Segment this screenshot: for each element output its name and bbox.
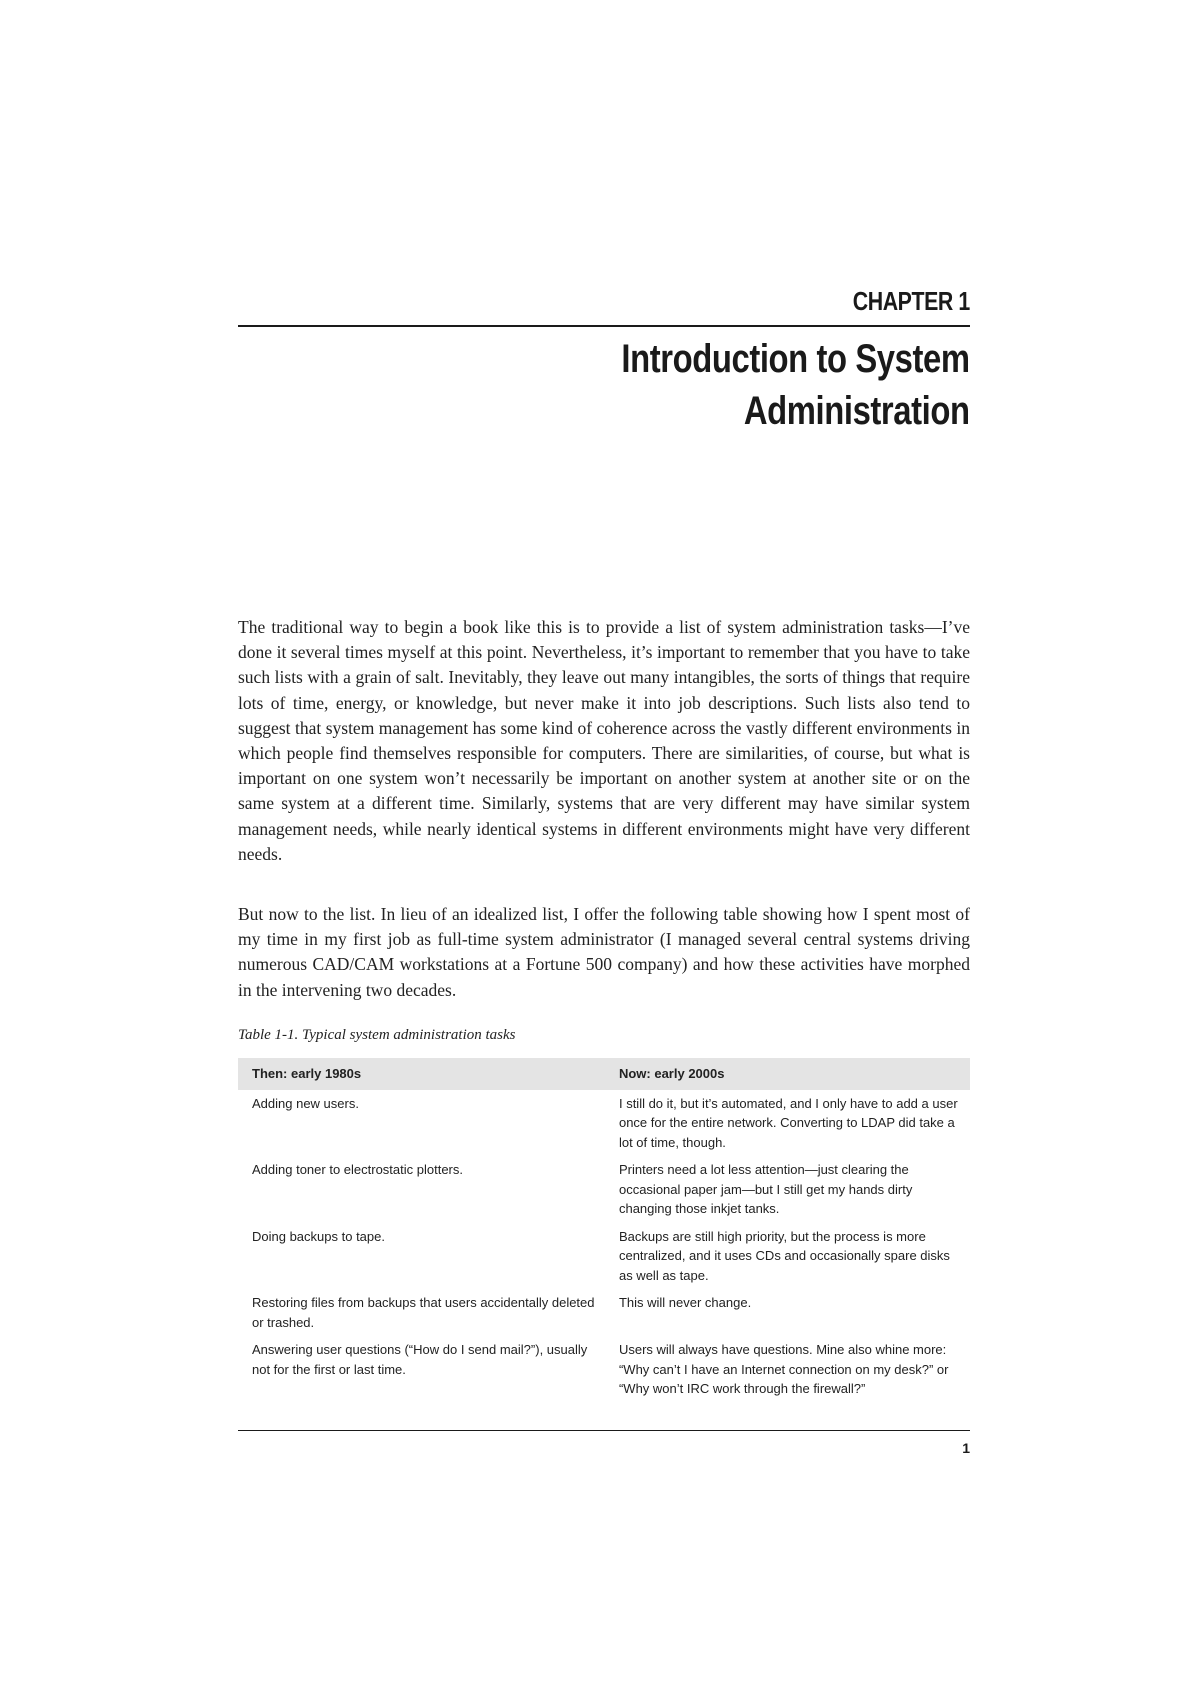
chapter-title (622, 333, 970, 437)
table-row (238, 1156, 970, 1223)
table-cell-now: Backups are still high priority, but the process is more centralized, and it uses CDs and occasionally spare disks as well as tape. (618, 1228, 950, 1283)
table-cell-then: Doing backups to tape. (252, 1228, 385, 1244)
chapter-label: CHAPTER 1 (852, 286, 970, 316)
chapter-title-line1: Introduction to System (621, 337, 970, 381)
table-cell-now: Users will always have questions. Mine also whine more: “Why can’t I have an Internet connection on my desk?” or “Why won’t IRC work through the firewall?” (618, 1342, 949, 1396)
body-paragraph: But now to the list. In lieu of an idealized list, I offer the following table showing how I spent most of my time in my first job as full-time system administrator (I managed several central systems driving numerous CAD/CAM workstations at a Fortune 500 company) and how these activities have morphed in the intervening two decades. (238, 904, 970, 1000)
table-bottom-rule (238, 1430, 970, 1431)
page-number: 1 (962, 1440, 970, 1456)
table-header-now: Now: early 2000s (605, 1058, 970, 1090)
table-cell-now: I still do it, but it’s automated, and I only have to add a user once for the entire network. Converting to LDAP did take a lot of time, though. (618, 1095, 958, 1150)
table-cell-now: Printers need a lot less attention—just clearing the occasional paper jam—but I still get my hands dirty changing those inkjet tanks. (618, 1162, 913, 1216)
tasks-table (238, 1058, 970, 1409)
table-caption: Table 1-1. Typical system administration tasks (238, 1027, 516, 1043)
table-cell-then: Adding new users. (252, 1095, 359, 1111)
table-cell-then: Restoring files from backups that users accidentally deleted or trashed. (252, 1295, 595, 1330)
table-row (238, 1090, 970, 1157)
table-row (238, 1223, 970, 1290)
table-row (238, 1289, 970, 1336)
table-header-then: Then: early 1980s (238, 1058, 605, 1090)
table-cell-now: This will never change. (618, 1295, 752, 1310)
table-cell-then: Adding toner to electrostatic plotters. (252, 1162, 464, 1177)
body-paragraph: The traditional way to begin a book like this is to provide a list of system administration tasks—I’ve done it several times myself at this point. Nevertheless, it’s important to remember that you have to take such lists with a grain of salt. Inevitably, they leave out many intangibles, the sorts of things that require lots of time, energy, or knowledge, but never make it into job descriptions. Such lists also tend to suggest that system management has some kind of coherence across the vastly different environments in which people find themselves responsible for computers. There are similarities, of course, but what is important on one system won’t necessarily be important on another system at another site or on the same system at a different time. Similarly, systems that are very different may have similar system management needs, while nearly identical systems in different environments might have very different needs. (238, 617, 970, 864)
table-cell-then: Answering user questions (“How do I send mail?”), usually not for the first or last time. (252, 1342, 588, 1377)
chapter-rule (238, 325, 970, 327)
table-header-row (238, 1058, 970, 1090)
table-row (238, 1336, 970, 1409)
chapter-title-line2: Administration (744, 389, 970, 433)
